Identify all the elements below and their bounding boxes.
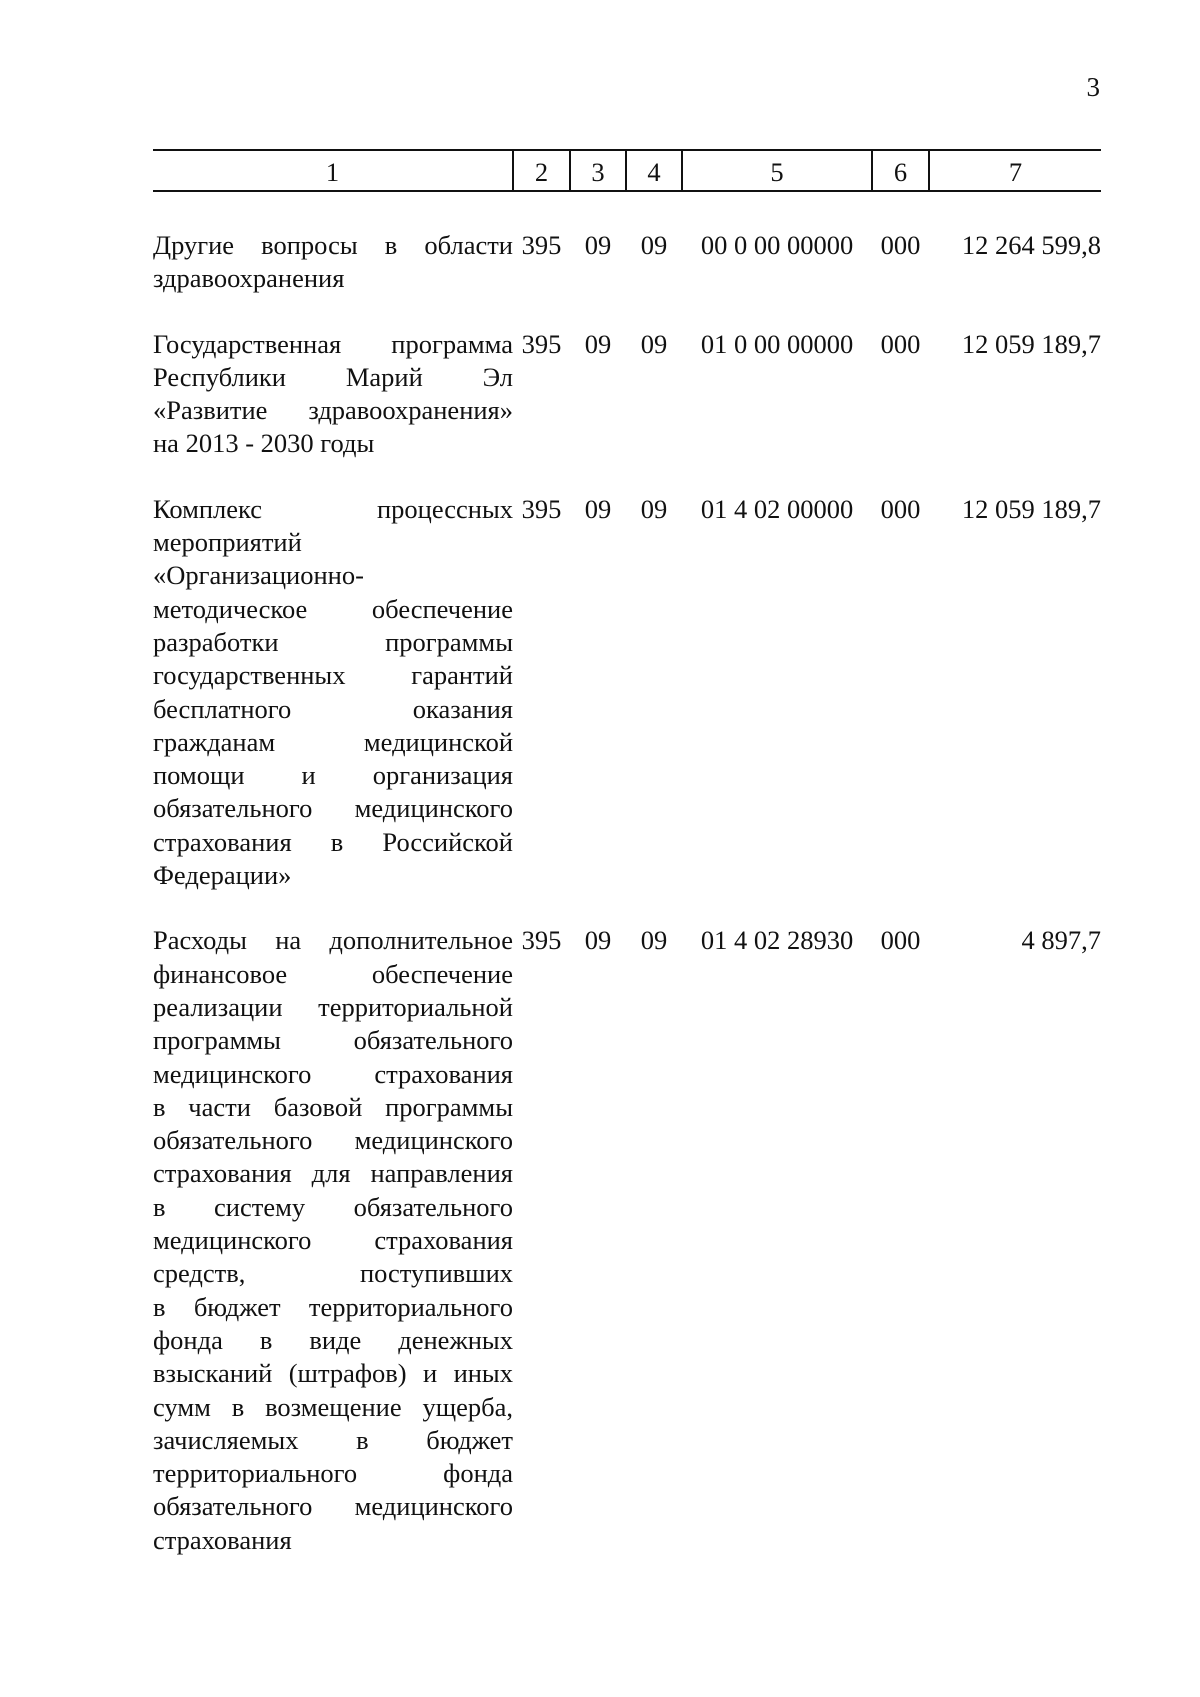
expense-type-cell: 000 [880,493,921,524]
row-name-line: реализации территориальной [153,991,513,1022]
row-name-line: на 2013 - 2030 годы [153,428,375,459]
row-name-line: государственных гарантий [153,660,513,691]
budget-table [153,149,1101,1557]
amount-cell: 12 264 599,8 [961,230,1101,260]
ministry-code-cell: 395 [521,925,562,956]
row-name-line: Федерации» [153,860,292,891]
page-number: 3 [1086,72,1100,102]
row-name-cell [153,892,513,1557]
column-header-6: 6 [872,150,929,191]
row-name-line: «Организационно- [153,560,364,591]
target-article-cell: 01 4 02 00000 [700,493,854,524]
row-name-line: «Развитие здравоохранения» [153,395,513,426]
column-header-1: 1 [153,150,513,191]
column-header-7: 7 [929,150,1101,191]
subsection-code-cell: 09 [640,230,668,260]
table-row [153,461,1101,893]
row-name-line: Расходы на дополнительное [153,925,513,956]
row-name-line: взысканий (штрафов) и иных [153,1358,513,1389]
ministry-code-cell: 395 [521,493,562,524]
ministry-code-cell: 395 [521,230,562,260]
subsection-code-cell: 09 [640,493,668,524]
table-body [153,191,1101,1557]
section-code-cell: 09 [584,925,612,956]
row-name-line: территориального фонда [153,1458,513,1489]
column-header-2: 2 [513,150,570,191]
section-code-cell: 09 [584,328,612,359]
table-row [153,296,1101,461]
row-name-line: обязательного медицинского [153,1125,513,1156]
row-name-line: Государственная программа [153,328,513,359]
row-name-line: медицинского страхования [153,1225,513,1256]
row-name-cell [153,296,513,461]
row-name-line: страхования [153,1524,292,1555]
row-name-line: обязательного медицинского [153,1491,513,1522]
row-name-line: бесплатного оказания [153,693,513,724]
target-article-cell: 01 4 02 28930 [700,925,854,956]
row-name-line: методическое обеспечение [153,593,513,624]
row-name-line: здравоохранения [153,263,345,294]
row-name-cell [153,191,513,296]
row-name-line: помощи и организация [153,760,513,791]
row-name-line: разработки программы [153,626,513,657]
expense-type-cell: 000 [880,328,921,359]
column-header-4: 4 [626,150,682,191]
row-name-line: обязательного медицинского [153,793,513,824]
target-article-cell: 00 0 00 00000 [700,230,854,260]
target-article-cell: 01 0 00 00000 [700,328,854,359]
amount-cell: 12 059 189,7 [961,328,1101,359]
amount-cell: 4 897,7 [1021,925,1101,956]
column-number-row [153,150,1101,191]
row-name-line: страхования для направления [153,1158,513,1189]
section-code-cell: 09 [584,230,612,260]
row-name-line: гражданам медицинской [153,726,513,757]
row-name-line: фонда в виде денежных [153,1324,513,1355]
row-name-line: страхования в Российской [153,826,513,857]
ministry-code-cell: 395 [521,328,562,359]
table-header [153,150,1101,191]
amount-cell: 12 059 189,7 [961,493,1101,524]
table-row [153,191,1101,296]
row-name-line: в систему обязательного [153,1191,513,1222]
column-header-5: 5 [682,150,872,191]
table-row [153,892,1101,1557]
row-name-line: Комплекс процессных [153,493,513,524]
row-name-line: медицинского страхования [153,1058,513,1089]
row-name-line: в части базовой программы [153,1091,513,1122]
row-name-line: программы обязательного [153,1025,513,1056]
row-name-cell [153,461,513,893]
row-name-line: мероприятий [153,527,302,558]
row-name-line: Другие вопросы в области [153,230,513,260]
column-header-3: 3 [570,150,626,191]
row-name-line: в бюджет территориального [153,1291,513,1322]
subsection-code-cell: 09 [640,925,668,956]
expense-type-cell: 000 [880,230,921,260]
row-name-line: финансовое обеспечение [153,958,513,989]
subsection-code-cell: 09 [640,328,668,359]
expense-type-cell: 000 [880,925,921,956]
row-name-line: зачисляемых в бюджет [153,1424,513,1455]
row-name-line: средств, поступивших [153,1258,513,1289]
row-name-line: Республики Марий Эл [153,361,513,392]
section-code-cell: 09 [584,493,612,524]
row-name-line: сумм в возмещение ущерба, [153,1391,513,1422]
